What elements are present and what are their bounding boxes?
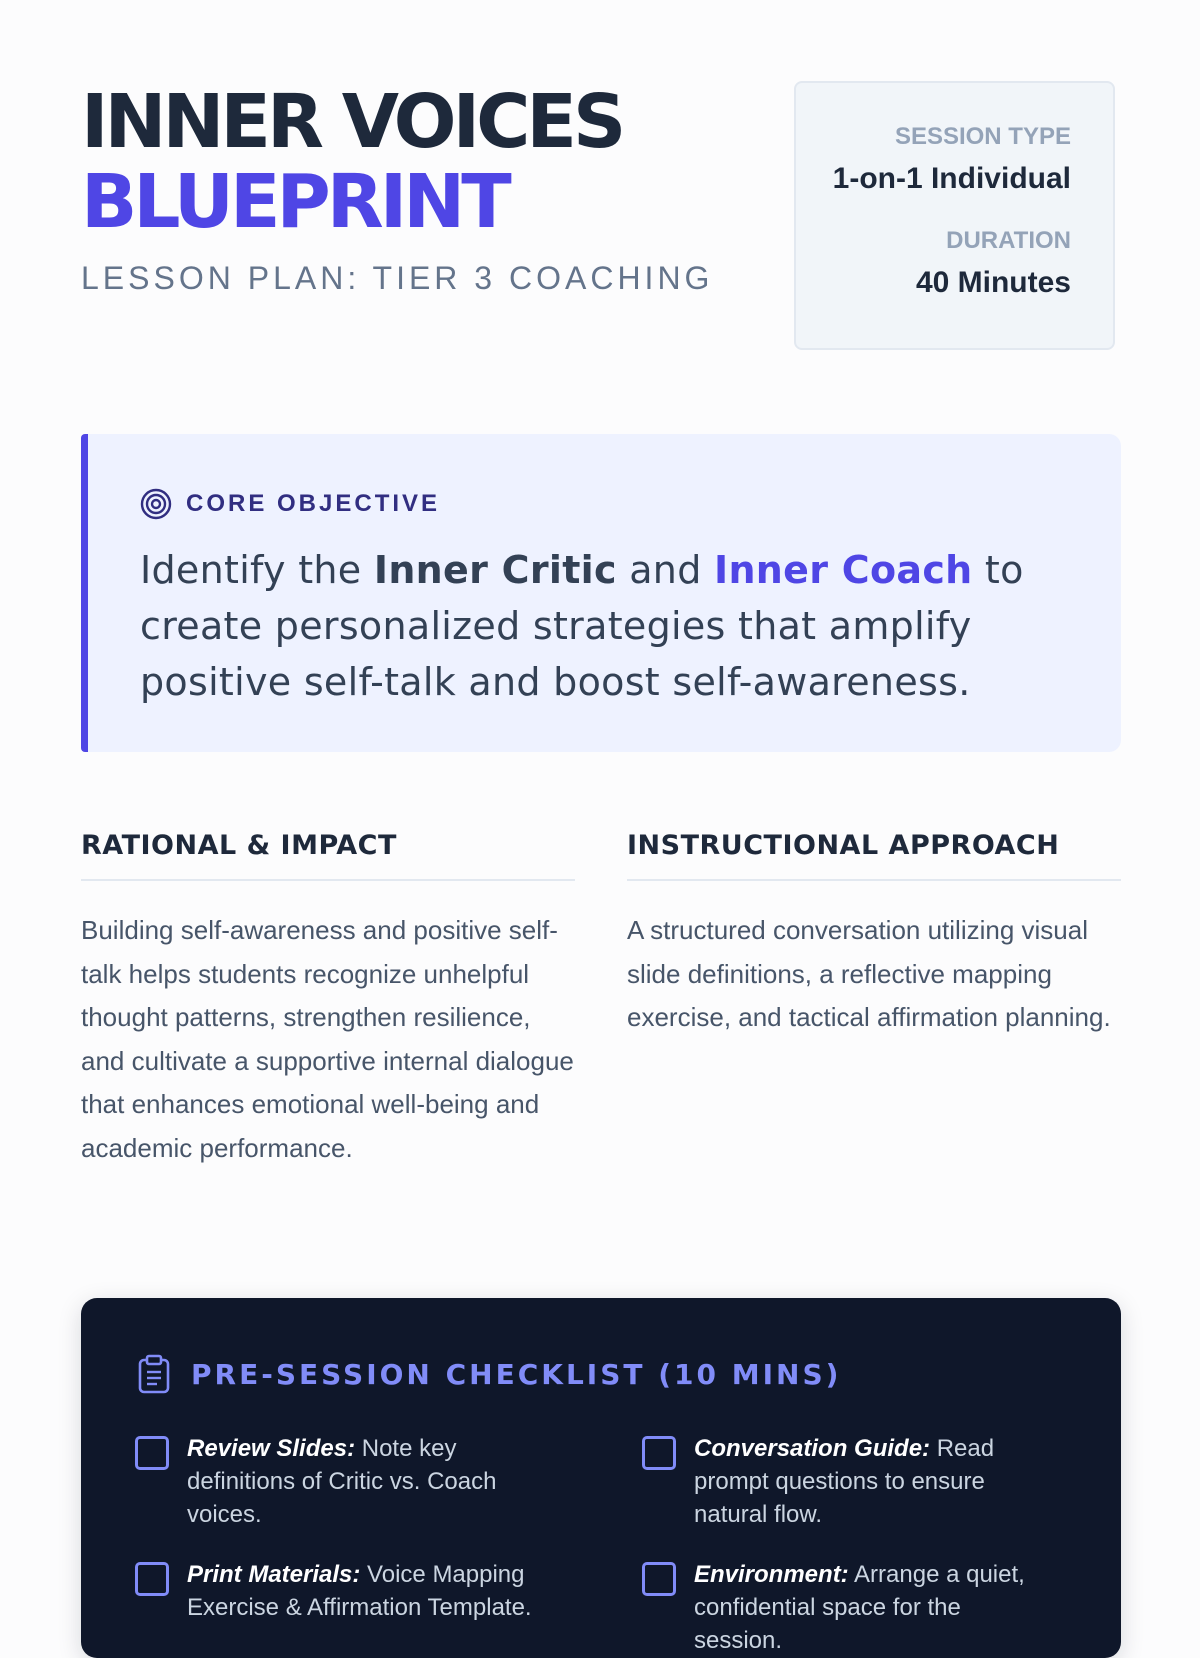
instructional-approach-heading: INSTRUCTIONAL APPROACH [627,830,1121,881]
checklist-item-desc: Arrange a quiet, confidential space for the session. [694,1561,1025,1654]
checklist-item-label: Print Materials: [187,1561,361,1588]
checklist-item[interactable] [135,1432,545,1531]
checklist-item-text [187,1432,545,1531]
rational-impact-section [81,830,575,1170]
session-type-label: SESSION TYPE [894,123,1071,150]
duration-value: 40 Minutes [915,266,1071,299]
core-objective-panel [81,434,1121,752]
title-line-1: INNER VOICES [81,79,623,165]
instructional-approach-body: A structured conversation utilizing visual slide definitions, a reflective mapping exercise, and tactical affirmation planning. [627,915,1111,1032]
checklist-item[interactable] [642,1558,1052,1657]
checklist-item-desc: Read prompt questions to ensure natural flow. [694,1435,995,1528]
core-objective-text [140,542,1061,710]
inner-critic-term: Inner Critic [373,548,617,592]
title-block [81,79,761,297]
checklist-item-label: Review Slides: [187,1435,356,1462]
objective-text-2: and [616,548,714,592]
core-objective-header [140,488,1061,520]
title-line-2: BLUEPRINT [81,159,508,245]
subtitle: LESSON PLAN: TIER 3 COACHING [81,260,714,296]
instructional-approach-section [627,830,1121,1040]
session-type-value: 1-on-1 Individual [832,162,1071,195]
checkbox[interactable] [642,1436,676,1470]
inner-coach-term: Inner Coach [714,548,973,592]
checklist-item-desc: Voice Mapping Exercise & Affirmation Template. [187,1561,532,1621]
objective-text-3: to create personalized strategies that amplify positive self-talk and boost self-awareness. [140,548,1024,704]
session-info-card [794,81,1115,350]
rational-impact-heading: RATIONAL & IMPACT [81,830,575,881]
checklist-title: PRE-SESSION CHECKLIST (10 MINS) [191,1357,842,1391]
target-icon [140,488,172,520]
checkbox[interactable] [642,1562,676,1596]
checklist-item[interactable] [642,1432,1052,1531]
duration-label: DURATION [946,227,1071,254]
checklist-item-desc: Note key definitions of Critic vs. Coach voices. [187,1435,497,1528]
checklist-item-text [694,1558,1052,1657]
checklist-header [137,1354,841,1394]
checklist-item-text [187,1558,545,1624]
checklist-item[interactable] [135,1558,545,1624]
core-objective-label: CORE OBJECTIVE [186,490,441,517]
clipboard-icon [137,1354,171,1394]
checklist-item-label: Conversation Guide: [694,1435,931,1462]
rational-impact-body: Building self-awareness and positive self-talk helps students recognize unhelpful thought patterns, strengthen resilience, and cultivate a supportive internal dialogue that enhances emotional well-being and academic performance. [81,915,574,1163]
objective-text-1: Identify the [140,548,374,592]
checklist-item-text [694,1432,1052,1531]
checklist-item-label: Environment: [694,1561,849,1588]
checkbox[interactable] [135,1562,169,1596]
pre-session-checklist [81,1298,1121,1658]
checkbox[interactable] [135,1436,169,1470]
